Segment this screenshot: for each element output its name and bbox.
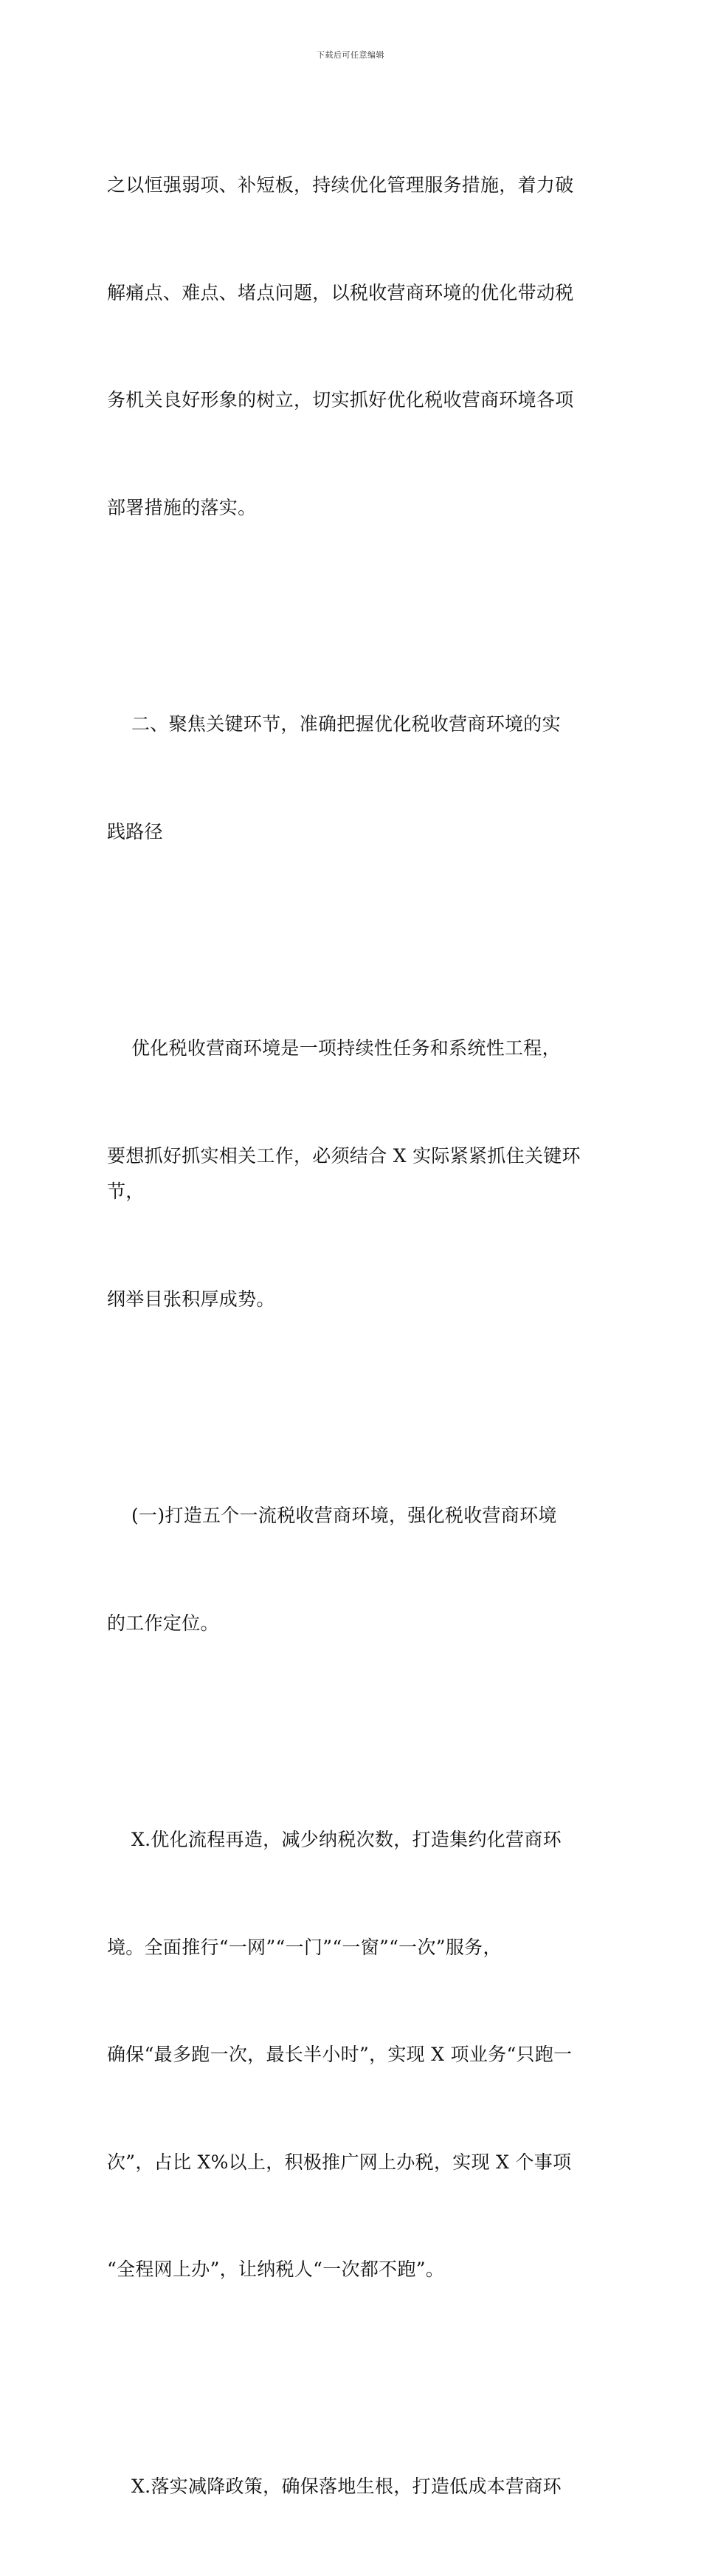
paragraph [107, 959, 609, 1389]
paragraph [107, 96, 609, 597]
text-line: (一)打造五个一流税收营商环境，强化税收营商环境 [107, 1498, 609, 1534]
text-line: 次”，占比 X%以上，积极推广网上办税，实现 X 个事项 [107, 2145, 609, 2181]
text-line: 确保“最多跑一次，最长半小时”，实现 X 项业务“只跑一 [107, 2037, 609, 2073]
paragraph [107, 1751, 609, 2360]
sub-heading [107, 1426, 609, 1713]
text-line: 部署措施的落实。 [107, 490, 609, 526]
text-line: 务机关良好形象的树立，切实抓好优化税收营商环境各项 [107, 382, 609, 419]
text-line: 解痛点、难点、堵点问题，以税收营商环境的优化带动税 [107, 275, 609, 312]
document-page [0, 0, 701, 992]
text-line: “全程网上办”，让纳税人“一次都不跑”。 [107, 2252, 609, 2288]
page-header: 下载后可任意编辑 [0, 49, 701, 61]
text-line: X.优化流程再造，减少纳税次数，打造集约化营商环 [107, 1822, 609, 1858]
text-line: 境。全面推行“一网”“一门”“一窗”“一次”服务， [107, 1930, 609, 1966]
document-body [107, 96, 609, 2576]
text-line: 践路径 [107, 814, 609, 851]
text-line: 要想抓好抓实相关工作，必须结合 X 实际紧紧抓住关键环节， [107, 1138, 609, 1210]
text-line: 二、聚焦关键环节，准确把握优化税收营商环境的实 [107, 707, 609, 743]
paragraph [107, 2397, 609, 2576]
section-heading [107, 635, 609, 921]
text-line: 纲举目张积厚成势。 [107, 1282, 609, 1318]
text-line: 之以恒强弱项、补短板，持续优化管理服务措施，着力破 [107, 168, 609, 204]
text-line: 优化税收营商环境是一项持续性任务和系统性工程， [107, 1031, 609, 1067]
text-line: 的工作定位。 [107, 1606, 609, 1642]
text-line: X.落实减降政策，确保落地生根，打造低成本营商环 [107, 2469, 609, 2505]
